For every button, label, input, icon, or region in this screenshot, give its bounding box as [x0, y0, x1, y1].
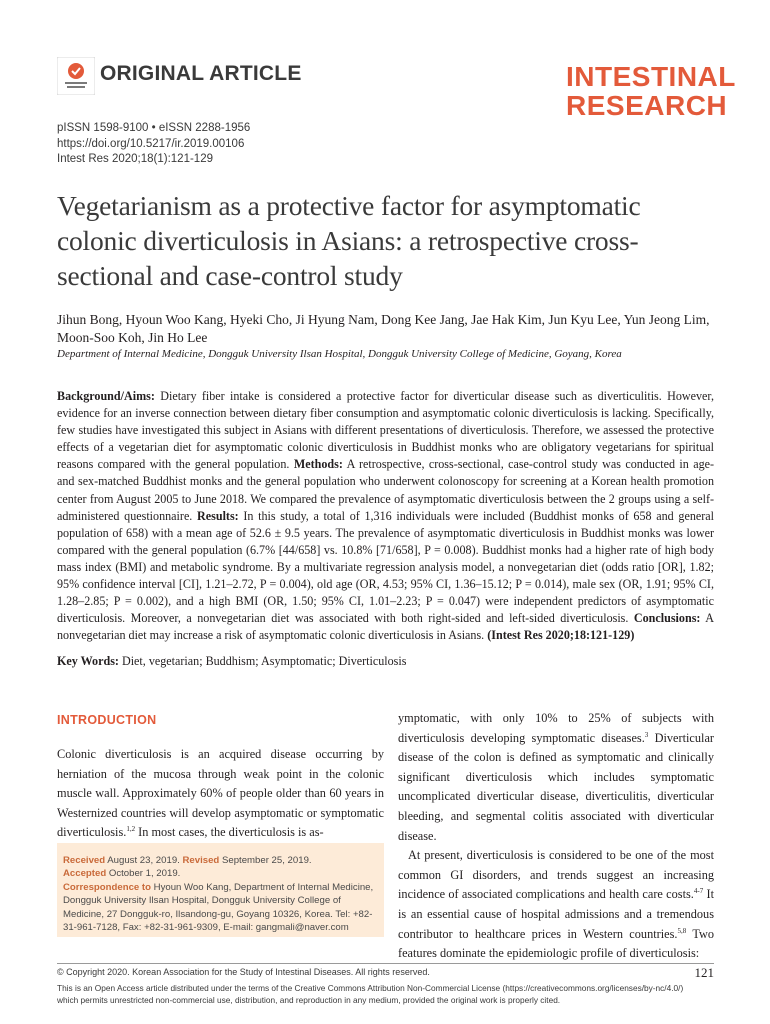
license-notice: This is an Open Access article distributed under the terms of the Creative Commons Attribution Non-Commercial License (https://creativecommons.org/licenses/by-nc/4.0/) which permits unrestricted non-commercial use, distribution, and reproduction in any medium, provided the original work is properly cited.: [57, 983, 684, 1006]
article-title: Vegetarianism as a protective factor for asymptomatic colonic diverticulosis in Asians: a retrospective cross-sectional and case-control study: [57, 190, 641, 291]
received-date: August 23, 2019.: [105, 855, 183, 866]
right-paragraph-2: [398, 846, 714, 964]
page-number: 121: [694, 965, 714, 980]
reference-link[interactable]: 4-7: [693, 887, 704, 896]
right-p2-b: It is an essential cause of hospital admissions and a tremendous contributor to healthcare prices in Western countries.: [398, 887, 715, 941]
abstract-citation: (Intest Res 2020;18:121-129): [487, 628, 635, 643]
check-for-updates-badge[interactable]: [57, 57, 95, 95]
revised-date: September 25, 2019.: [219, 855, 312, 866]
abstract-conclusions: A nonvegetarian diet may increase a risk of asymptomatic colonic diverticulosis in Asians.: [57, 611, 714, 643]
abstract: [57, 388, 714, 644]
footer-divider: [57, 963, 714, 964]
abstract-conclusions-label: Conclusions:: [633, 611, 701, 626]
correspondence-label: Correspondence to: [63, 881, 151, 893]
intro-p1-text: Colonic diverticulosis is an acquired disease occurring by herniation of the mucosa through weak point in the colonic muscle wall. Approximately 60% of people older than 60 years in Westernized countries will develop asymptomatic or symptomatic diverticulosis.: [57, 747, 384, 840]
abstract-results: In this study, a total of 1,316 individuals were included (Buddhist monks of 658 and general population of 658) with a mean age of 52.6 ± 9.5 years. The prevalence of asymptomatic diverticulosis in Buddhist monks was lower compared with the general population (6.7% [44/658] vs. 10.8% [71/658], P = 0.008). Buddhist monks had a higher rate of high body mass index (BMI) and metabolic syndrome. By a multivariate regression analysis model, a nonvegetarian diet (odds ratio [OR], 1.82; 95% confidence interval [CI], 1.21–2.72, P = 0.004), old age (OR, 4.53; 95% CI, 1.36–15.12; P = 0.014), male sex (OR, 1.91; 95% CI, 1.28–2.85; P = 0.002), and a high BMI (OR, 1.50; 95% CI, 1.01–2.23; P = 0.047) were independent predictors of asymptomatic diverticulosis. Moreover, a nonvegetarian diet was associated with both right-sided and left-sided diverticulosis.: [57, 508, 714, 626]
right-p1-a: ymptomatic, with only 10% to 25% of subjects with diverticulosis developing symptomatic diseases.: [398, 711, 714, 745]
introduction-heading: INTRODUCTION: [57, 713, 157, 727]
author-line-2: Moon-Soo Koh, Jin Ho Lee: [57, 330, 208, 345]
abstract-methods-label: Methods:: [293, 457, 343, 472]
journal-logo: [566, 62, 736, 120]
copyright-notice: © Copyright 2020. Korean Association for the Study of Intestinal Diseases. All rights reserved.: [57, 967, 430, 977]
author-line-1: Jihun Bong, Hyoun Woo Kang, Hyeki Cho, Ji Hyung Nam, Dong Kee Jang, Jae Hak Kim, Jun Kyu Lee, Yun Jeong Lim,: [57, 312, 710, 327]
reference-link[interactable]: 1,2: [126, 825, 136, 834]
journal-logo-line2: RESEARCH: [566, 90, 728, 121]
issn-line: pISSN 1598-9100 • eISSN 2288-1956: [57, 122, 251, 134]
abstract-background: Dietary fiber intake is considered a protective factor for diverticular disease such as diverticulitis. However, evidence for an inverse connection between dietary fiber consumption and asymptomatic colonic diverticulosis is lacking. Specifically, few studies have investigated this subject in Asians with different presentations of diverticulosis. Therefore, we assessed the protective effects of a vegetarian diet for asymptomatic colonic diverticulosis in Buddhist monks who are obligatory vegetarians for spiritual reasons compared with the general population.: [57, 389, 714, 472]
key-words-list: Diet, vegetarian; Buddhism; Asymptomatic; Diverticulosis: [118, 654, 407, 668]
intro-paragraph-1: [57, 745, 384, 843]
key-words-label: Key Words:: [57, 654, 119, 668]
right-p1-b: Diverticular disease of the colon is defined as symptomatic and clinically significant diverticulosis which includes symptomatic uncomplicated diverticular disease, diverticulitis, diverticular bleeding, and segmental colitis associated with diverticular disease.: [398, 730, 714, 843]
abstract-methods: A retrospective, cross-sectional, case-control study was conducted in age- and sex-matched Buddhist monks and the general population who underwent colonoscopy for screening at a Korean health promotion center from August 2005 to June 2018. We compared the prevalence of asymptomatic diverticulosis between the 2 groups using a self-administered questionnaire.: [57, 457, 715, 523]
left-column: [57, 745, 384, 843]
reference-link[interactable]: 5,8: [677, 926, 687, 935]
affiliation: Department of Internal Medicine, Dongguk University Ilsan Hospital, Dongguk University College of Medicine, Goyang, Korea: [57, 348, 622, 360]
citation-line: Intest Res 2020;18(1):121-129: [57, 153, 213, 165]
right-p2-a: At present, diverticulosis is considered to be one of the most common GI disorders, and trends suggest an increasing incidence of associated complications and health care costs.: [398, 848, 714, 902]
abstract-background-label: Background/Aims:: [57, 389, 155, 403]
received-label: Received: [63, 855, 106, 866]
revised-label: Revised: [182, 855, 220, 866]
right-p2-c: Two features dominate the epidemiologic profile of diverticulosis:: [398, 926, 714, 961]
accepted-label: Accepted: [63, 868, 107, 880]
author-list: [57, 311, 717, 347]
received-info-box: [57, 843, 384, 937]
correspondence-text: Hyoun Woo Kang, Department of Internal Medicine, Dongguk University Ilsan Hospital, Dongguk University College of Medicine, 27 Dongguk-ro, Ilsandong-gu, Goyang 10326, Korea. Tel: +82-31-961-7128, Fax: +82-31-961-9309, E-mail: gangmali@naver.com: [63, 881, 374, 934]
key-words: [57, 654, 406, 669]
journal-logo-line1: INTESTINAL: [566, 61, 736, 92]
publication-meta: [57, 121, 250, 168]
right-column: [398, 709, 714, 964]
article-type-label: ORIGINAL ARTICLE: [100, 62, 302, 85]
reference-link[interactable]: 3: [644, 730, 649, 739]
right-paragraph-1: [398, 709, 714, 846]
doi-link[interactable]: https://doi.org/10.5217/ir.2019.00106: [57, 137, 245, 150]
intro-p1-tail: In most cases, the diverticulosis is as-: [135, 825, 324, 840]
abstract-results-label: Results:: [197, 508, 239, 523]
accepted-date: October 1, 2019.: [106, 868, 181, 880]
